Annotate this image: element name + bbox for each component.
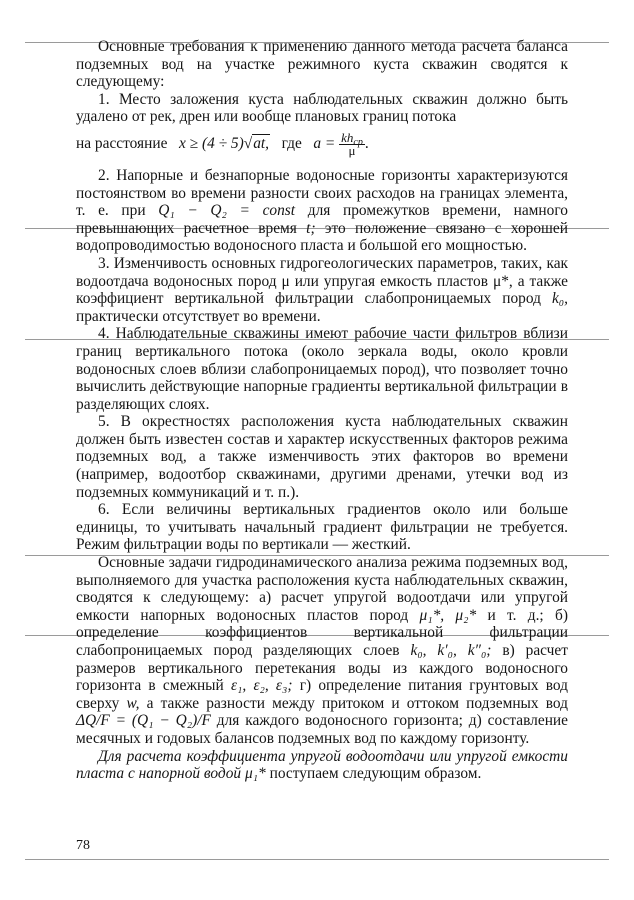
item-4-paragraph: 4. Наблюдательные скважины имеют рабочие части фильтров вблизи границ вертикального потока (около зеркала воды, около кровли водоносных слоев вблизи слабопроницаемых пород), что позволяет точно вычислить действующие напорные градиенты вертикальной фильтрации в разделяющих слоях. xyxy=(76,325,568,413)
formula-inequality: x ≥ (4 ÷ 5) xyxy=(178,135,244,152)
formula-sqrt-content: at, xyxy=(253,135,270,152)
intro-paragraph: Основные требования к применению данного метода расчета баланса подземных вод на участке режимного куста скважин сводятся к следующему: xyxy=(76,38,568,91)
tasks-eps: ε₁, ε₂, ε₃; xyxy=(230,677,293,695)
formula-a: a = xyxy=(313,135,336,152)
tasks-text-b: и т. д.; б) определение коэффициентов вертикальной фильтрации слабопроницаемых пород разделяющих слоев xyxy=(76,606,568,659)
tasks-text-c: в) расчет размеров вертикального перетекания воды из каждого водоносного горизонта в смежный xyxy=(76,642,568,695)
item-2-text-b: для промежутков времени, намного превышающих расчетное время xyxy=(76,202,568,237)
formula-prefix: на расстояние xyxy=(76,135,168,152)
tasks-text-e: а также разности между притоком и оттоком подземных вод xyxy=(146,694,568,712)
item-2-text-c: это положение связано с хорошей водопроводимостью водоносного пласта и большой его мощностью. xyxy=(76,219,568,255)
final-paragraph xyxy=(76,748,568,783)
item-2-paragraph xyxy=(76,167,568,255)
formula-where: где xyxy=(281,135,302,152)
formula-fraction xyxy=(339,129,365,158)
tasks-k: k₀, k′₀, k″₀; xyxy=(410,642,492,659)
item-3-paragraph xyxy=(76,255,568,325)
item-3-text-b: практически отсутствует во времени. xyxy=(76,307,321,325)
sqrt-sign: √ xyxy=(243,135,253,152)
tasks-text-a: Основные задачи гидродинамического анализа режима подземных вод, выполняемого для участка расположения куста наблюдательных скважин, сводятся к следующему: а) расчет упругой водоотдачи или упругой емкости напорных водоносных пластов пород xyxy=(76,554,568,624)
tasks-mu: μ₁*, μ₂* xyxy=(419,606,477,624)
tasks-text-f: для каждого водоносного горизонта; д) составление месячных и годовых балансов подземных вод по каждому горизонту. xyxy=(76,712,568,747)
item-6-paragraph: 6. Если величины вертикальных градиентов около или больше единицы, то учитывать начальный градиент фильтрации не требуется. Режим фильтрации воды по вертикали — жесткий. xyxy=(76,501,568,554)
tasks-text-d: г) определение питания грунтовых вод сверху xyxy=(76,677,568,712)
final-mu: μ₁* xyxy=(244,765,266,783)
item-2-formula: Q₁ − Q₂ = const xyxy=(158,202,296,220)
tasks-formula: ΔQ/F = (Q₁ − Q₂)/F xyxy=(76,712,211,730)
page-number: 78 xyxy=(76,838,90,853)
item-3-text-a: 3. Изменчивость основных гидрогеологических параметров, таких, как водоотдача водоносных пород μ или упругая емкость пластов μ*, а также коэффициент вертикальной фильтрации слабопроницаемых пород xyxy=(76,254,568,308)
item-1-formula: на расстояние x ≥ (4 ÷ 5)√at, где a = $\frac{kh_{ср}}{\mu}$ . xyxy=(76,129,369,158)
page-body xyxy=(76,38,568,783)
final-italic-text: Для расчета коэффициента упругой водоотдачи или упругой емкости пласта с напорной водой xyxy=(76,747,568,783)
item-5-paragraph: 5. В окрестностях расположения куста наблюдательных скважин должен быть известен состав и характер искусственных факторов режима подземных вод, а также изменчивость этих факторов во времени (например, водоотбор скважинами, другими дренами, утечки вод из подземных коммуникаций и т. п.). xyxy=(76,413,568,501)
numerator-subscript: ср xyxy=(353,136,363,148)
final-rest-text: поступаем следующим образом. xyxy=(269,765,482,783)
item-2-t: t; xyxy=(306,219,316,237)
tasks-w: w, xyxy=(126,694,140,712)
item-2-text-a: 2. Напорные и безнапорные водоносные горизонты характеризуются постоянством во времени разности своих расходов на границах элемента, т. е. при xyxy=(76,166,568,220)
numerator-kh: kh xyxy=(341,129,354,145)
scan-line xyxy=(25,859,609,860)
tasks-paragraph xyxy=(76,554,568,748)
fraction-denominator: μ xyxy=(348,142,356,158)
item-3-k0: k₀, xyxy=(551,290,568,308)
item-1-paragraph: 1. Место заложения куста наблюдательных скважин должно быть удалено от рек, дрен или вообще плановых границ потока xyxy=(76,90,568,126)
